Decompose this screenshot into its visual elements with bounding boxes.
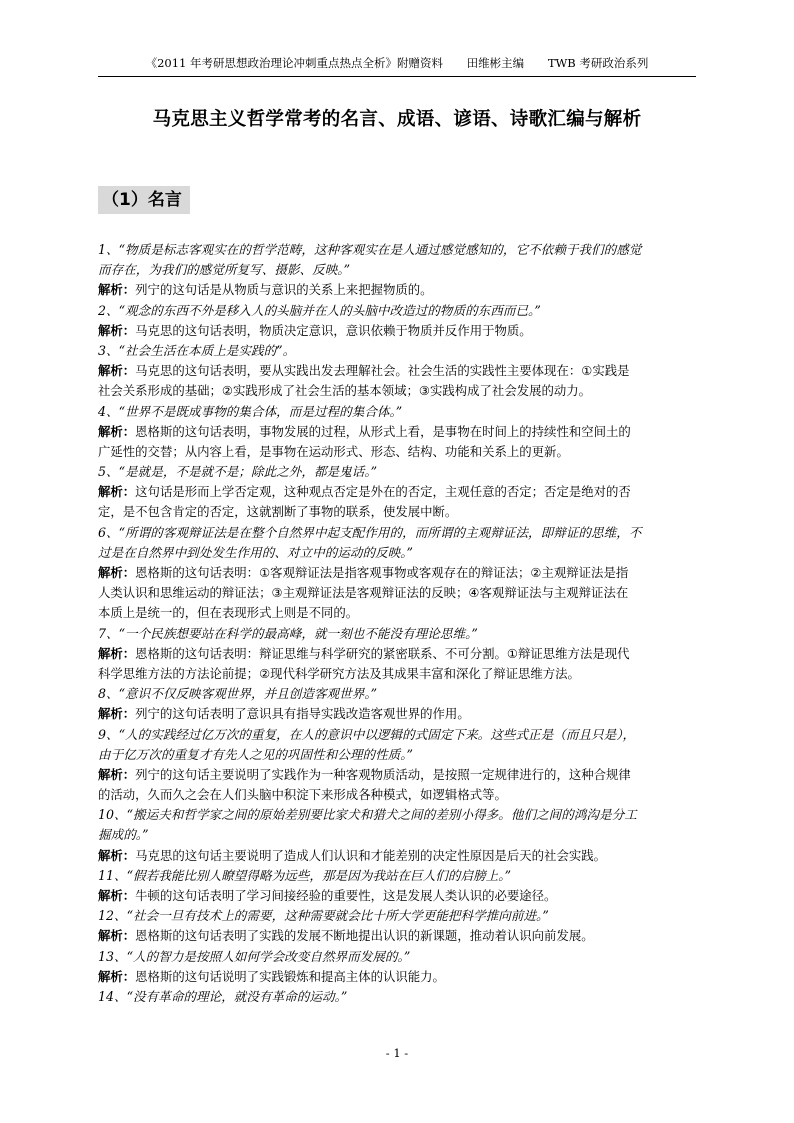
quote-line bbox=[98, 402, 696, 422]
analysis-label: 解析： bbox=[98, 888, 136, 903]
analysis-line bbox=[98, 704, 696, 724]
quote-line bbox=[98, 341, 696, 361]
quote-line bbox=[98, 301, 696, 321]
header-book-title: 《2011 年考研思想政治理论冲刺重点热点全析》附赠资料 bbox=[145, 56, 443, 70]
quote-line bbox=[98, 825, 696, 845]
line-text: 12、“社会一旦有技术上的需要，这种需要就会比十所大学更能把科学推向前进。” bbox=[98, 908, 549, 924]
analysis-line bbox=[98, 502, 696, 522]
quote-line bbox=[98, 240, 696, 260]
analysis-line bbox=[98, 664, 696, 684]
analysis-line bbox=[98, 563, 696, 583]
quote-line bbox=[98, 725, 696, 745]
line-text: 8、“意识不仅反映客观世界，并且创造客观世界。” bbox=[98, 686, 378, 702]
analysis-line bbox=[98, 785, 696, 805]
quote-line bbox=[98, 805, 696, 825]
analysis-line bbox=[98, 442, 696, 462]
line-text: 科学思维方法的方法论前提；②现代科学研究方法及其成果丰富和深化了辩证思维方法。 bbox=[98, 665, 580, 681]
quote-line bbox=[98, 947, 696, 967]
line-text: 恩格斯的这句话说明了实践锻炼和提高主体的认识能力。 bbox=[135, 968, 445, 984]
analysis-label: 解析： bbox=[98, 645, 136, 661]
line-text: 列宁的这句话表明了意识具有指导实践改造客观世界的作用。 bbox=[135, 706, 470, 722]
analysis-line bbox=[98, 603, 696, 623]
line-text: 11、“假若我能比别人瞭望得略为远些，那是因为我站在巨人们的启膀上。” bbox=[98, 867, 512, 883]
analysis-line bbox=[98, 422, 696, 442]
quote-line bbox=[98, 543, 696, 563]
analysis-line bbox=[98, 967, 696, 987]
quote-line bbox=[98, 624, 696, 644]
quote-line bbox=[98, 906, 696, 926]
line-text: 7、“一个民族想要站在科学的最高峰，就一刻也不能没有理论思维。” bbox=[98, 625, 478, 641]
line-text: 本质上是统一的，但在表现形式上则是不同的。 bbox=[98, 605, 359, 621]
line-text: 马克思的这句话主要说明了造成人们认识和才能差别的决定性原因是后天的社会实践。 bbox=[135, 847, 607, 863]
line-text: 牛顿的这句话表明了学习间接经验的重要性，这是发展人类认识的必要途径。 bbox=[135, 888, 557, 903]
line-text: 由于亿万次的重复才有先人之见的巩固性和公理的性质。” bbox=[98, 746, 413, 762]
analysis-label: 解析： bbox=[98, 847, 136, 863]
line-text: 1、“物质是标志客观实在的哲学范畴，这种客观实在是人通过感觉感知的，它不依赖于我们的感觉 bbox=[98, 242, 642, 257]
line-text: 10、“搬运夫和哲学家之间的原始差别要比家犬和猎犬之间的差别小得多。他们之间的鸿沟是分工 bbox=[98, 807, 637, 823]
analysis-line bbox=[98, 644, 696, 664]
header-series: TWB 考研政治系列 bbox=[547, 56, 649, 70]
header-editor: 田维彬主编 bbox=[466, 56, 525, 70]
document-body bbox=[98, 240, 696, 1007]
analysis-label: 解析： bbox=[98, 968, 136, 984]
section-heading: （1）名言 bbox=[98, 186, 190, 214]
analysis-label: 解析： bbox=[98, 484, 136, 500]
analysis-line bbox=[98, 280, 696, 300]
line-text: 6、“所谓的客观辩证法是在整个自然界中起支配作用的，而所谓的主观辩证法，即辩证的思维，不 bbox=[98, 524, 642, 540]
analysis-label: 解析： bbox=[98, 766, 136, 782]
line-text: 9、“人的实践经过亿万次的重复，在人的意识中以逻辑的式固定下来。这些式正是（而且只是）， bbox=[98, 726, 636, 742]
line-text: 而存在，为我们的感觉所复写、摄影、反映。” bbox=[98, 262, 351, 278]
analysis-label: 解析： bbox=[98, 363, 136, 379]
analysis-label: 解析： bbox=[98, 282, 136, 298]
quote-line bbox=[98, 684, 696, 704]
analysis-line bbox=[98, 321, 696, 341]
line-text: 列宁的这句话是从物质与意识的关系上来把握物质的。 bbox=[135, 282, 433, 298]
analysis-label: 解析： bbox=[98, 565, 136, 580]
line-text: 社会关系形成的基础；②实践形成了社会生活的基本领域；③实践构成了社会发展的动力。 bbox=[98, 383, 592, 399]
analysis-line bbox=[98, 482, 696, 502]
line-text: 人类认识和思维运动的辩证法；③主观辩证法是客观辩证法的反映；④客观辩证法与主观辩证法在 bbox=[98, 585, 629, 601]
line-text: 马克思的这句话表明，物质决定意识，意识依赖于物质并反作用于物质。 bbox=[135, 322, 532, 338]
line-text: 定，是不包含肯定的否定，这就割断了事物的联系，使发展中断。 bbox=[98, 504, 458, 520]
analysis-line bbox=[98, 765, 696, 785]
line-text: 恩格斯的这句话表明：①客观辩证法是指客观事物或客观存在的辩证法；②主观辩证法是指 bbox=[135, 565, 629, 580]
line-text: 恩格斯的这句话表明：辩证思维与科学研究的紧密联系、不可分割。①辩证思维方法是现代 bbox=[135, 645, 630, 661]
line-text: 列宁的这句话主要说明了实践作为一种客观物质活动，是按照一定规律进行的，这种合规律 bbox=[135, 766, 631, 782]
line-text: 3、“社会生活在本质上是实践的”。 bbox=[98, 342, 296, 358]
line-text: 13、“人的智力是按照人如何学会改变自然界而发展的。” bbox=[98, 948, 411, 964]
line-text: 恩格斯的这句话表明了实践的发展不断地提出认识的新课题，推动着认识向前发展。 bbox=[135, 928, 594, 944]
document-title: 马克思主义哲学常考的名言、成语、谚语、诗歌汇编与解析 bbox=[152, 109, 642, 130]
analysis-line bbox=[98, 583, 696, 603]
line-text: 广延性的交替；从内容上看，是事物在运动形式、形态、结构、功能和关系上的更新。 bbox=[98, 443, 569, 459]
analysis-label: 解析： bbox=[98, 423, 136, 439]
analysis-label: 解析： bbox=[98, 322, 136, 338]
line-text: 2、“观念的东西不外是移入人的头脑并在人的头脑中改造过的物质的东西而已。” bbox=[98, 302, 541, 318]
line-text: 掘成的。” bbox=[98, 827, 149, 843]
line-text: 过是在自然界中到处发生作用的、对立中的运动的反映。” bbox=[98, 544, 413, 560]
quote-line bbox=[98, 523, 696, 543]
analysis-line bbox=[98, 381, 696, 401]
line-text: 的活动，久而久之会在人们头脑中积淀下来形成各种模式，如逻辑格式等。 bbox=[98, 787, 507, 803]
quote-line bbox=[98, 745, 696, 765]
quote-line bbox=[98, 866, 696, 886]
quote-line bbox=[98, 987, 696, 1007]
quote-line bbox=[98, 260, 696, 280]
line-text: 恩格斯的这句话表明，事物发展的过程，从形式上看，是事物在时间上的持续性和空间土的 bbox=[135, 423, 631, 439]
line-text: 4、“世界不是既成事物的集合体，而是过程的集合体。” bbox=[98, 403, 403, 419]
analysis-label: 解析： bbox=[98, 706, 136, 722]
line-text: 14、“没有革命的理论，就没有革命的运动。” bbox=[98, 988, 348, 1004]
quote-line bbox=[98, 462, 696, 482]
page-header bbox=[98, 54, 696, 77]
line-text: 马克思的这句话表明，要从实践出发去理解社会。社会生活的实践性主要体现在：①实践是 bbox=[135, 363, 630, 379]
page-number: - 1 - bbox=[385, 1046, 409, 1060]
line-text: 5、“是就是，不是就不是；除此之外，都是鬼话。” bbox=[98, 464, 378, 480]
line-text: 这句话是形而上学否定观，这种观点否定是外在的否定，主观任意的否定；否定是绝对的否 bbox=[135, 484, 631, 500]
analysis-label: 解析： bbox=[98, 928, 136, 944]
analysis-line bbox=[98, 926, 696, 946]
analysis-line bbox=[98, 361, 696, 381]
analysis-line bbox=[98, 886, 696, 906]
analysis-line bbox=[98, 846, 696, 866]
